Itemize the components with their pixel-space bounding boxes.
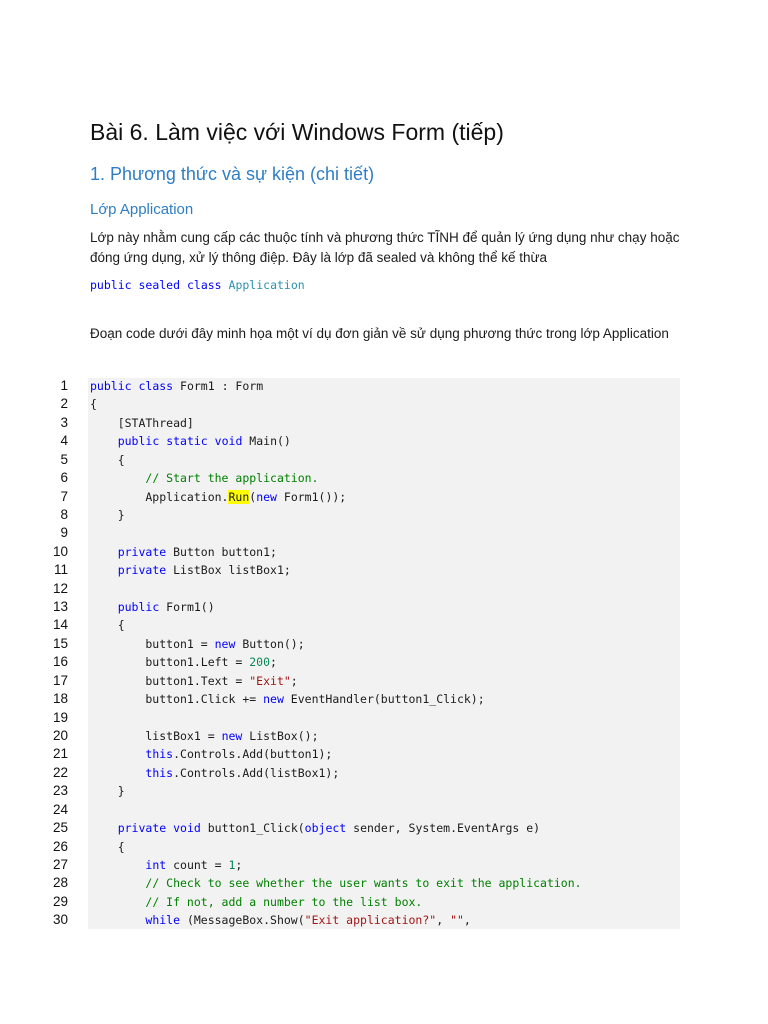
line-number: 10 — [52, 543, 68, 559]
code-token: .Controls.Add(button1); — [173, 747, 333, 762]
code-token: sender, System.EventArgs e) — [346, 821, 541, 836]
line-number: 1 — [60, 378, 68, 393]
code-token: this — [145, 747, 174, 762]
code-token: button1_Click( — [200, 821, 305, 836]
code-token: ListBox(); — [242, 729, 319, 744]
code-line — [90, 690, 582, 708]
keyword-sealed: sealed — [138, 278, 181, 292]
line-number: 27 — [52, 856, 68, 872]
code-line — [90, 764, 582, 782]
code-token: private — [117, 563, 167, 578]
code-token: "Exit" — [249, 673, 291, 688]
code-token — [90, 895, 145, 909]
code-token — [90, 876, 145, 890]
code-token — [90, 766, 145, 780]
code-token: { — [90, 839, 125, 854]
code-token: count = — [166, 857, 229, 872]
code-token: ; — [235, 857, 243, 872]
code-token — [90, 563, 118, 577]
code-token: Run — [228, 489, 250, 504]
code-token: void — [173, 821, 201, 836]
line-number: 2 — [60, 396, 68, 412]
code-token: Button button1; — [166, 544, 277, 559]
code-token: private — [117, 821, 167, 836]
code-line — [90, 524, 582, 542]
code-line — [90, 506, 582, 524]
line-number: 5 — [60, 451, 68, 467]
line-number: 7 — [60, 488, 68, 504]
code-token — [90, 545, 118, 559]
code-token: object — [304, 821, 347, 836]
code-token: button1.Left = — [90, 655, 250, 670]
line-number: 23 — [52, 783, 68, 799]
code-token: static — [166, 434, 208, 449]
line-number: 8 — [60, 506, 68, 522]
code-token: 200 — [249, 655, 271, 670]
code-token: , — [436, 913, 451, 928]
code-token: // Check to see whether the user wants to exit the application. — [145, 876, 582, 891]
code-token: ; — [290, 673, 298, 688]
line-number: 6 — [60, 470, 68, 486]
code-token: new — [256, 489, 277, 504]
code-token: button1.Click += — [90, 692, 264, 707]
code-line — [90, 561, 582, 579]
code-token: "Exit application?" — [304, 913, 437, 928]
code-line — [90, 616, 582, 634]
line-number: 14 — [52, 617, 68, 633]
code-token: Main() — [242, 434, 291, 449]
line-number: 11 — [53, 562, 68, 578]
code-line — [90, 672, 582, 690]
code-token: EventHandler(button1_Click); — [283, 692, 485, 707]
code-token: ( — [249, 489, 257, 504]
code-line — [90, 635, 582, 653]
line-number: 21 — [52, 746, 68, 762]
code-line — [90, 653, 582, 671]
code-token: new — [214, 636, 236, 651]
code-token: Button(); — [235, 636, 305, 651]
line-number: 22 — [52, 764, 68, 780]
code-token: { — [90, 452, 125, 467]
code-token: new — [221, 729, 243, 744]
line-number: 17 — [52, 672, 68, 688]
code-token — [90, 434, 118, 448]
code-token: int — [145, 857, 167, 872]
code-line — [90, 377, 582, 395]
line-number: 28 — [52, 875, 68, 891]
code-token: class — [138, 379, 174, 393]
code-line — [90, 709, 582, 727]
keyword-class: class — [186, 278, 222, 292]
code-token: // Start the application. — [145, 471, 319, 486]
code-token: "" — [450, 913, 464, 928]
code-token: { — [90, 397, 97, 412]
line-number: 26 — [52, 838, 68, 854]
code-token: { — [90, 618, 125, 633]
code-token: public — [117, 434, 160, 449]
line-number: 20 — [52, 728, 68, 744]
line-number: 25 — [52, 820, 68, 836]
class-name: Application — [228, 278, 305, 292]
code-token: public — [117, 600, 160, 615]
code-token: while — [145, 913, 181, 928]
code-line — [90, 469, 582, 487]
code-line — [90, 745, 582, 763]
class-declaration — [90, 277, 305, 293]
line-number: 29 — [52, 893, 68, 909]
code-token: private — [117, 544, 167, 559]
code-token — [90, 471, 145, 485]
code-lines — [90, 377, 582, 930]
intro-paragraph: Lớp này nhằm cung cấp các thuộc tính và phương thức TĨNH để quản lý ứng dụng như chạy hoặc đóng ứng dụng, xử lý thông điệp. Đây là lớp đã sealed và không thể kế thừa — [90, 230, 680, 265]
code-line — [90, 580, 582, 598]
page-title: Bài 6. Làm việc với Windows Form (tiếp) — [90, 119, 504, 145]
code-token — [90, 600, 118, 614]
line-number: 30 — [52, 912, 68, 928]
code-line — [90, 911, 582, 929]
code-token: } — [90, 784, 125, 799]
code-line — [90, 488, 582, 506]
code-token: new — [263, 692, 284, 707]
code-token: ListBox listBox1; — [166, 563, 291, 578]
code-token: public — [90, 379, 132, 393]
code-token: (MessageBox.Show( — [180, 913, 305, 928]
line-number: 13 — [52, 599, 68, 615]
code-token — [90, 858, 145, 872]
code-line — [90, 727, 582, 745]
line-number: 15 — [52, 635, 68, 651]
code-token: Form1() — [159, 600, 215, 615]
keyword-public: public — [90, 278, 132, 292]
code-line — [90, 893, 582, 911]
code-token — [90, 747, 145, 761]
section-heading: 1. Phương thức và sự kiện (chi tiết) — [90, 164, 375, 184]
line-number: 16 — [52, 654, 68, 670]
code-line — [90, 395, 582, 413]
line-number: 19 — [52, 709, 68, 725]
line-number: 24 — [52, 801, 68, 817]
code-token: Form1()); — [276, 489, 347, 504]
line-numbers — [30, 377, 68, 930]
code-token: listBox1 = — [90, 729, 222, 744]
line-number: 3 — [60, 414, 68, 430]
code-token — [90, 913, 145, 927]
code-token — [208, 434, 215, 448]
code-line — [90, 543, 582, 561]
code-token: .Controls.Add(listBox1); — [173, 765, 340, 780]
code-token: 1 — [228, 857, 236, 872]
code-token — [90, 821, 118, 835]
code-line — [90, 598, 582, 616]
code-token: [STAThread] — [90, 415, 194, 430]
code-token: this — [145, 765, 174, 780]
code-line — [90, 414, 582, 432]
code-line — [90, 451, 582, 469]
code-line — [90, 432, 582, 450]
code-line — [90, 819, 582, 837]
code-token: // If not, add a number to the list box. — [145, 894, 423, 909]
code-line — [90, 838, 582, 856]
code-token: button1 = — [90, 636, 215, 651]
example-paragraph: Đoạn code dưới đây minh họa một ví dụ đơn giản về sử dụng phương thức trong lớp Application — [90, 326, 669, 341]
code-line — [90, 801, 582, 819]
code-token: } — [90, 507, 125, 522]
code-token: Form1 : Form — [173, 379, 264, 393]
code-line — [90, 856, 582, 874]
code-token: void — [214, 434, 243, 449]
line-number: 12 — [52, 580, 68, 596]
code-token: , — [463, 913, 471, 928]
code-line — [90, 874, 582, 892]
line-number: 18 — [52, 691, 68, 707]
subsection-heading: Lớp Application — [90, 201, 194, 218]
code-token: button1.Text = — [90, 673, 250, 688]
code-line — [90, 782, 582, 800]
line-number: 4 — [60, 433, 68, 449]
code-token: ; — [270, 655, 277, 670]
line-number: 9 — [60, 525, 68, 541]
code-token: Application. — [90, 489, 229, 504]
